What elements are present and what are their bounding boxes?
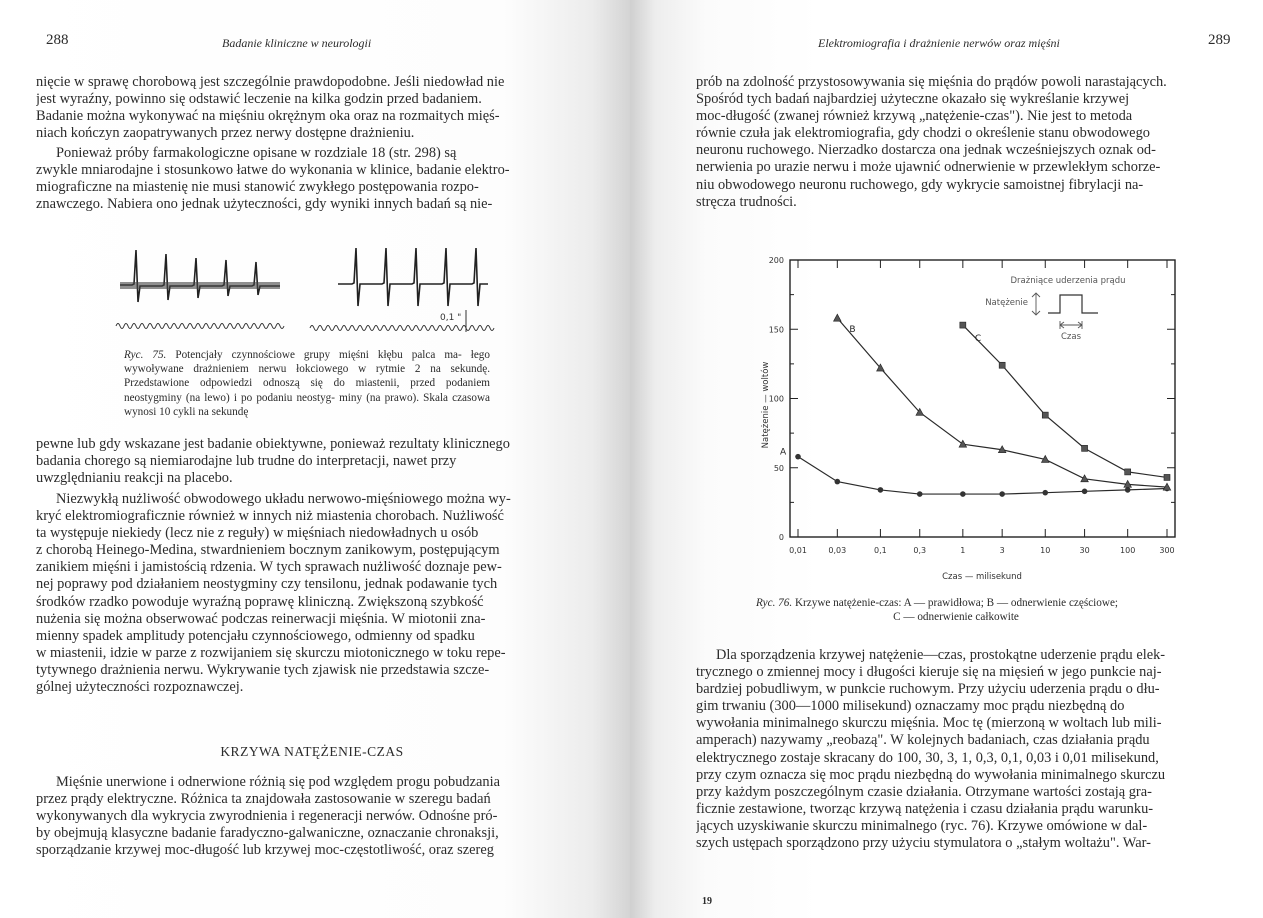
series-c-point <box>1125 469 1131 475</box>
text-line: mienny spadek amplitudy potencjału czynnościowego, odmienny od spadku <box>36 627 475 644</box>
x-tick-label: 3 <box>999 546 1005 555</box>
text-line: środków rzadko powoduje wyraźną poprawę kliniczną. Zwiększoną szybkość <box>36 593 484 610</box>
text-line: bardziej pobudliwym, w punkcie ruchowym. Przy użyciu uderzenia prądu o dłu- <box>696 681 1160 698</box>
series-a-point <box>999 491 1005 497</box>
series-c-line <box>963 325 1167 477</box>
series-b-point <box>959 440 967 447</box>
right-para-2 <box>696 647 1242 852</box>
text-line: uwzględnianiu reakcji na placebo. <box>36 470 233 487</box>
text-line: trycznego o zmiennej mocy i długości kieruje się na mięsień w jego punkcie naj- <box>696 664 1162 681</box>
figure-75-label: Ryc. 75. <box>124 349 167 361</box>
text-line: szych ustępach sporządzono przy użyciu stymulatora o „stałym woltażu". War- <box>696 835 1151 852</box>
left-running-title: Badanie kliniczne w neurologii <box>222 36 372 50</box>
text-line: nużenia się można obserwować podczas reinerwacji mięśnia. W miotonii zna- <box>36 610 486 627</box>
x-tick-label: 0,01 <box>789 546 807 555</box>
y-tick-label: 100 <box>768 394 784 404</box>
caption-line: Potencjały czynnościowe grupy mięśni kłębu palca ma- <box>175 349 462 361</box>
text-line: wywołania minimalnego skurczu mięśnia. Moc tę (mierzoną w woltach lub mili- <box>696 715 1162 732</box>
strength-duration-chart <box>720 245 1190 590</box>
legend-title: Drażniące uderzenia prądu <box>1010 276 1126 286</box>
text-line: sporządzanie krzywej moc-długość lub krzywej moc-częstotliwość, oraz szereg <box>36 842 494 859</box>
text-line: nięcie w sprawę chorobową jest szczególnie prawdopodobne. Jeśli niedowład nie <box>36 74 505 90</box>
chart-series <box>780 314 1171 497</box>
text-line: pewne lub gdy wskazane jest badanie obiektywne, ponieważ rezultaty klinicznego <box>36 436 510 452</box>
series-c-point <box>1042 412 1048 418</box>
text-line: kryć elektromiograficznie również w innych niż miastenia chorobach. Nużliwość <box>36 508 504 525</box>
text-line: moc-długość (zwanej również krzywą „natężenie-czas"). Nie jest to metoda <box>696 108 1133 125</box>
y-tick-label: 150 <box>768 325 784 335</box>
text-line: tytywnego drażnienia nerwu. Wykrywanie tych zjawisk nie przedstawia szcze- <box>36 661 490 678</box>
series-a-point <box>960 491 966 497</box>
text-line: Mięśnie unerwione i odnerwione różnią się pod względem progu pobudzania <box>56 774 500 790</box>
caption-line: przed podaniem neostygminy (na lewo) i po podaniu neostyg- <box>124 377 490 404</box>
figure-76-caption <box>736 596 1236 624</box>
series-a-point <box>1082 488 1088 494</box>
y-tick-label: 200 <box>768 256 784 265</box>
text-line: niach kończyn zaopatrywanych przez nerwy dostępne drażnieniu. <box>36 125 415 142</box>
text-line: ficznie zestawione, tworząc krzywą natężenia i czasu działania prądu warunku- <box>696 800 1154 817</box>
emg-trace-before-neostigmine <box>120 250 280 302</box>
y-tick-labels <box>769 256 784 542</box>
x-tick-label: 0,1 <box>874 546 887 555</box>
series-a-point <box>917 491 923 497</box>
legend-duration-label: Czas <box>1060 332 1082 342</box>
series-a-label: A <box>780 447 787 458</box>
text-line: Badanie można wykonywać na mięśniu okrężnym oka oraz na rozmaitych mięś- <box>36 108 500 125</box>
series-c-point <box>1082 445 1088 451</box>
series-a-point <box>1125 487 1131 493</box>
left-para-1 <box>36 74 582 142</box>
text-line: badania chorego są niemiarodajne lub trudne do interpretacji, nawet przy <box>36 453 457 470</box>
text-line: zwykle mniarodajne i stosunkowo łatwe do wykonania w klinice, badanie elektro- <box>36 162 510 179</box>
text-line: zanikiem mięśni i jamistością rdzenia. W tych sprawach nużliwość doznaje pew- <box>36 559 502 576</box>
text-line: prób na zdolność przystosowywania się mięśnia do prądów powoli narastających. <box>696 74 1167 90</box>
series-a-point <box>835 479 841 485</box>
series-a-point <box>1042 490 1048 496</box>
caption-line: C — odnerwienie całkowite <box>893 611 1019 624</box>
text-line: amperach) nazywamy „reobazą". W kolejnych badaniach, czas działania prądu <box>696 732 1150 749</box>
text-line: równie czuła jak elektromiografia, gdy chodzi o określenie stanu obwodowego <box>696 125 1150 142</box>
stimulus-legend <box>985 276 1125 342</box>
printer-signature-mark: 19 <box>702 896 712 907</box>
series-b-point <box>1081 475 1089 482</box>
x-tick-label: 1 <box>960 546 966 555</box>
right-page <box>630 0 1263 918</box>
time-scale-label: 0,1 " <box>440 313 462 323</box>
text-line: z chorobą Heinego-Medina, stwardnieniem bocznym zanikowym, postępującym <box>36 542 500 559</box>
duration-arrow-icon <box>1060 321 1082 329</box>
text-line: miograficzne na miastenię nie musi stanowić zwykłego postępowania rozpo- <box>36 179 479 196</box>
left-para-3 <box>36 436 588 487</box>
emg-figure-75 <box>110 240 490 340</box>
left-page <box>0 0 630 918</box>
text-line: przez prądy elektryczne. Różnica ta znajdowała zastosowanie w szeregu badań <box>36 791 491 808</box>
time-scale-right <box>310 310 494 332</box>
text-line: wykonywanych dla wykrycia zwyrodnienia i regeneracji nerwów. Odnośne pró- <box>36 808 498 825</box>
figure-76-label: Ryc. 76. <box>756 597 793 609</box>
text-line: Ponieważ próby farmakologiczne opisane w rozdziale 18 (str. 298) są <box>56 145 457 161</box>
left-para-2 <box>36 145 582 213</box>
series-b-label: B <box>849 325 856 336</box>
text-line: neuronu ruchowego. Nierzadko dostarcza ona jednak wcześniejszych oznak od- <box>696 142 1156 159</box>
text-line: Niezwykłą nużliwość obwodowego układu nerwowo-mięśniowego można wy- <box>56 491 511 507</box>
rectangular-pulse-icon <box>1048 295 1098 313</box>
series-c-point <box>1164 474 1170 480</box>
text-line: stręcza trudności. <box>696 193 797 210</box>
y-tick-label: 0 <box>778 533 784 542</box>
left-para-5 <box>36 774 588 859</box>
caption-line: miny (na prawo). Skala czasowa wynosi 10 cykli na sekundę <box>124 391 490 418</box>
series-b-point <box>834 314 842 321</box>
time-scale-left <box>116 324 284 329</box>
series-a-point <box>795 454 801 460</box>
right-para-1 <box>696 74 1236 211</box>
series-a-line <box>798 457 1167 494</box>
x-tick-label: 30 <box>1079 546 1090 555</box>
text-line: przy każdym poszczególnym czasie działania. Otrzymane wartości zostają gra- <box>696 783 1152 800</box>
text-line: elektrycznego zostaje skracany do 100, 30, 3, 1, 0,3, 0,1, 0,03 i 0,01 milisekund, <box>696 749 1159 766</box>
chart-ticks <box>790 260 1175 537</box>
figure-75-caption <box>124 348 490 419</box>
text-line: by obejmują klasyczne badanie faradyczno-galwaniczne, oznaczanie chronaksji, <box>36 825 499 842</box>
chart-frame <box>790 260 1175 537</box>
x-tick-label: 300 <box>1159 546 1175 555</box>
text-line: ta występuje niekiedy (lecz nie z reguły) w mięśniach niedowładnych u osób <box>36 525 479 542</box>
text-line: jest wyraźny, powinno się odstawić leczenie na kilka godzin przed badaniem. <box>36 91 482 108</box>
x-tick-labels <box>789 546 1175 555</box>
series-c-point <box>999 362 1005 368</box>
text-line: nerwienia po urazie nerwu i może ujawnić odnerwienie w przewlekłym schorze- <box>696 159 1161 176</box>
x-tick-label: 0,03 <box>828 546 847 555</box>
x-tick-label: 0,3 <box>913 546 927 555</box>
text-line: gólnej użyteczności rozpoznawczej. <box>36 679 244 696</box>
series-a-point <box>878 487 884 493</box>
series-c-point <box>960 322 966 328</box>
y-tick-label: 50 <box>773 463 784 473</box>
text-line: przy czym oznacza się moc prądu niezbędną do wywołania minimalnego skurczu <box>696 766 1166 783</box>
section-heading: KRZYWA NATĘŻENIE-CZAS <box>220 744 404 759</box>
x-axis-title: Czas — milisekund <box>942 572 1022 582</box>
text-line: w miastenii, idzie w parze z rozwijaniem się skurczu miotonicznego w toku repe- <box>36 644 506 661</box>
text-line: Spośród tych badań najbardziej użyteczne okazało się wykreślanie krzywej <box>696 91 1130 108</box>
amplitude-arrow-icon <box>1032 293 1040 315</box>
text-line: niu obwodowego neuronu ruchowego, gdy wykrycie samoistnej fibrylacji na- <box>696 176 1144 193</box>
right-page-number: 289 <box>1208 32 1231 48</box>
left-para-4 <box>36 491 588 696</box>
x-tick-label: 100 <box>1120 546 1136 555</box>
right-running-title: Elektromiografia i drażnienie nerwów oraz mięśni <box>818 36 1060 50</box>
caption-line: sekundę. Przedstawione odpowiedzi odnoszą się do miastenii, <box>124 363 490 390</box>
caption-line: Krzywe natężenie-czas: A — prawidłowa; B — odnerwienie częściowe; <box>794 597 1119 609</box>
text-line: Dla sporządzenia krzywej natężenie—czas, prostokątne uderzenie prądu elek- <box>716 647 1166 663</box>
series-b-line <box>837 318 1167 487</box>
text-line: jących uzyskiwanie skurczu minimalnego (ryc. 76). Krzywe omówione w dal- <box>696 817 1148 834</box>
text-line: znawczego. Nabiera ono jednak użyteczności, gdy wyniki innych badań są nie- <box>36 196 493 213</box>
x-tick-label: 10 <box>1040 546 1051 555</box>
caption-line: łego wywoływane drażnieniem nerwu łokciowego w rytmie 2 na <box>124 349 490 376</box>
y-axis-title: Natężenie — woltów <box>761 361 771 449</box>
left-page-number: 288 <box>46 32 69 48</box>
series-c-label: C <box>974 334 982 345</box>
text-line: nej poprawy pod działaniem neostygminy czy tensilonu, jednak podawanie tych <box>36 576 498 593</box>
legend-amplitude-label: Natężenie <box>985 298 1028 308</box>
emg-trace-after-neostigmine <box>338 248 488 306</box>
text-line: gim trwaniu (300—1000 milisekund) oznaczamy moc prądu niezbędną do <box>696 698 1125 715</box>
